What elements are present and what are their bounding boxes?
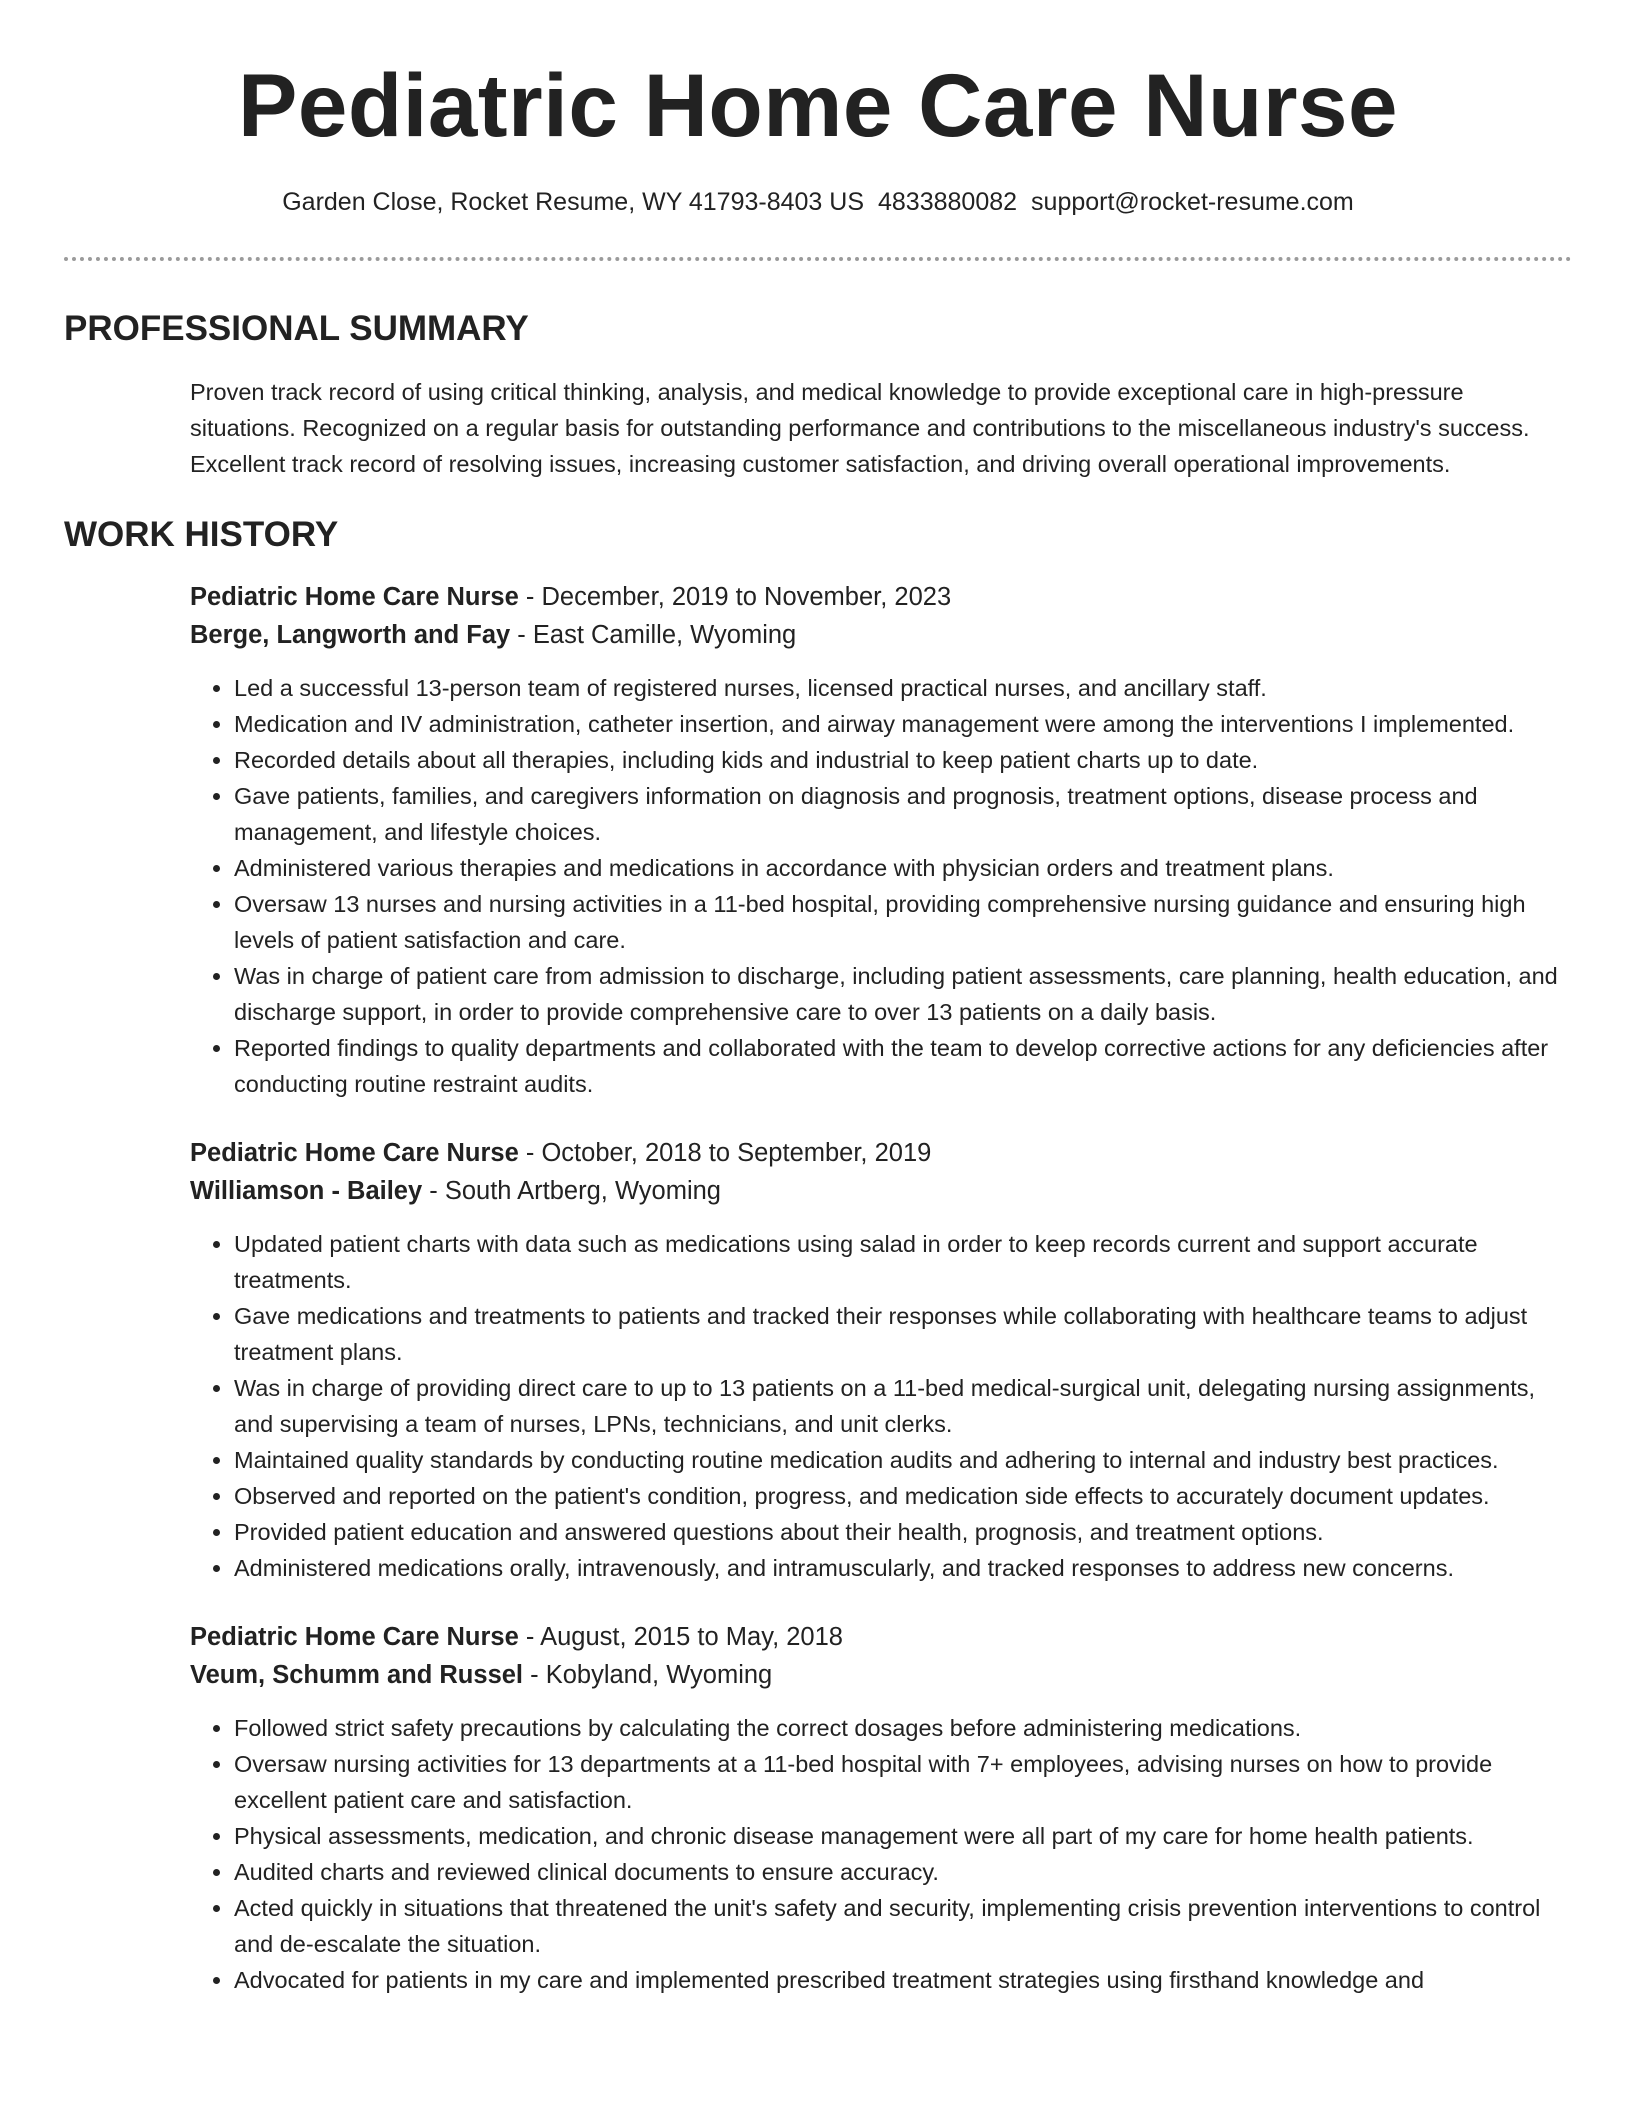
job-bullet: • Gave medications and treatments to patients and tracked their responses while collaborating with healthcare teams to adjust treatment plans. [234, 1298, 1572, 1370]
job-company: Berge, Langworth and Fay [190, 621, 511, 649]
job-title-line [190, 578, 1572, 616]
job-bullet: • Administered various therapies and medications in accordance with physician orders and treatment plans. [234, 850, 1572, 886]
job-bullet: • Audited charts and reviewed clinical documents to ensure accuracy. [234, 1854, 1572, 1890]
job-dates: - October, 2018 to September, 2019 [518, 1139, 932, 1167]
job-bullet: • Reported findings to quality departments and collaborated with the team to develop corrective actions for any deficiencies after conducting routine restraint audits. [234, 1030, 1572, 1102]
job-entry [190, 1618, 1572, 1998]
job-bullet: • Provided patient education and answered questions about their health, prognosis, and treatment options. [234, 1514, 1572, 1550]
summary-text: Proven track record of using critical thinking, analysis, and medical knowledge to provide exceptional care in high-pressure situations. Recognized on a regular basis for outstanding performance and contributions to the miscellaneous industry's success. Excellent track record of resolving issues, increasing customer satisfaction, and driving overall operational improvements. [190, 379, 1530, 477]
job-bullets [190, 1710, 1572, 1998]
job-dates: - December, 2019 to November, 2023 [518, 583, 952, 611]
job-bullet: • Oversaw 13 nurses and nursing activities in a 11-bed hospital, providing comprehensive nursing guidance and ensuring high levels of patient satisfaction and care. [234, 886, 1572, 958]
job-bullet: • Advocated for patients in my care and implemented prescribed treatment strategies using firsthand knowledge and [234, 1962, 1572, 1998]
job-bullet: • Acted quickly in situations that threatened the unit's safety and security, implementing crisis prevention interventions to control and de-escalate the situation. [234, 1890, 1572, 1962]
job-location: - East Camille, Wyoming [510, 621, 797, 649]
job-entry [190, 1134, 1572, 1586]
job-bullet: • Oversaw nursing activities for 13 departments at a 11-bed hospital with 7+ employees, advising nurses on how to provide excellent patient care and satisfaction. [234, 1746, 1572, 1818]
job-role: Pediatric Home Care Nurse [190, 583, 519, 611]
job-bullet: • Physical assessments, medication, and chronic disease management were all part of my care for home health patients. [234, 1818, 1572, 1854]
job-role: Pediatric Home Care Nurse [190, 1623, 519, 1651]
job-location: - South Artberg, Wyoming [422, 1177, 721, 1205]
job-dates: - August, 2015 to May, 2018 [518, 1623, 843, 1651]
contact-info [64, 187, 1572, 217]
contact-email: support@rocket-resume.com [1031, 188, 1354, 216]
job-bullet: • Was in charge of patient care from admission to discharge, including patient assessments, care planning, health education, and discharge support, in order to provide comprehensive care to over 13 patients on a daily basis. [234, 958, 1572, 1030]
resume-name: Pediatric Home Care Nurse [237, 55, 1399, 155]
job-bullet: • Administered medications orally, intravenously, and intramuscularly, and tracked responses to address new concerns. [234, 1550, 1572, 1586]
contact-address: Garden Close, Rocket Resume, WY 41793-8403 US [282, 188, 864, 216]
job-title-line [190, 1134, 1572, 1172]
job-bullets [190, 670, 1572, 1102]
job-bullet: • Medication and IV administration, catheter insertion, and airway management were among the interventions I implemented. [234, 706, 1572, 742]
summary-heading: PROFESSIONAL SUMMARY [64, 309, 529, 348]
job-bullet: • Gave patients, families, and caregivers information on diagnosis and prognosis, treatment options, disease process and management, and lifestyle choices. [234, 778, 1572, 850]
job-bullet: • Updated patient charts with data such as medications using salad in order to keep records current and support accurate treatments. [234, 1226, 1572, 1298]
job-role: Pediatric Home Care Nurse [190, 1139, 519, 1167]
job-bullets [190, 1226, 1572, 1586]
contact-phone: 4833880082 [878, 188, 1018, 216]
header-divider [64, 257, 1572, 261]
job-bullet: • Observed and reported on the patient's condition, progress, and medication side effects to accurately document updates. [234, 1478, 1572, 1514]
job-entry [190, 578, 1572, 1102]
job-company: Williamson - Bailey [190, 1177, 423, 1205]
job-bullet: • Was in charge of providing direct care to up to 13 patients on a 11-bed medical-surgical unit, delegating nursing assignments, and supervising a team of nurses, LPNs, technicians, and unit clerks. [234, 1370, 1572, 1442]
job-company-line [190, 1656, 1572, 1694]
job-bullet: • Led a successful 13-person team of registered nurses, licensed practical nurses, and ancillary staff. [234, 670, 1572, 706]
job-bullet: • Recorded details about all therapies, including kids and industrial to keep patient charts up to date. [234, 742, 1572, 778]
work-history-heading: WORK HISTORY [64, 515, 339, 554]
job-company-line [190, 1172, 1572, 1210]
job-title-line [190, 1618, 1572, 1656]
job-company: Veum, Schumm and Russel [190, 1661, 524, 1689]
job-bullet: • Maintained quality standards by conducting routine medication audits and adhering to internal and industry best practices. [234, 1442, 1572, 1478]
job-location: - Kobyland, Wyoming [523, 1661, 773, 1689]
resume-page [64, 0, 1572, 1998]
job-bullet: • Followed strict safety precautions by calculating the correct dosages before administering medications. [234, 1710, 1572, 1746]
job-company-line [190, 616, 1572, 654]
